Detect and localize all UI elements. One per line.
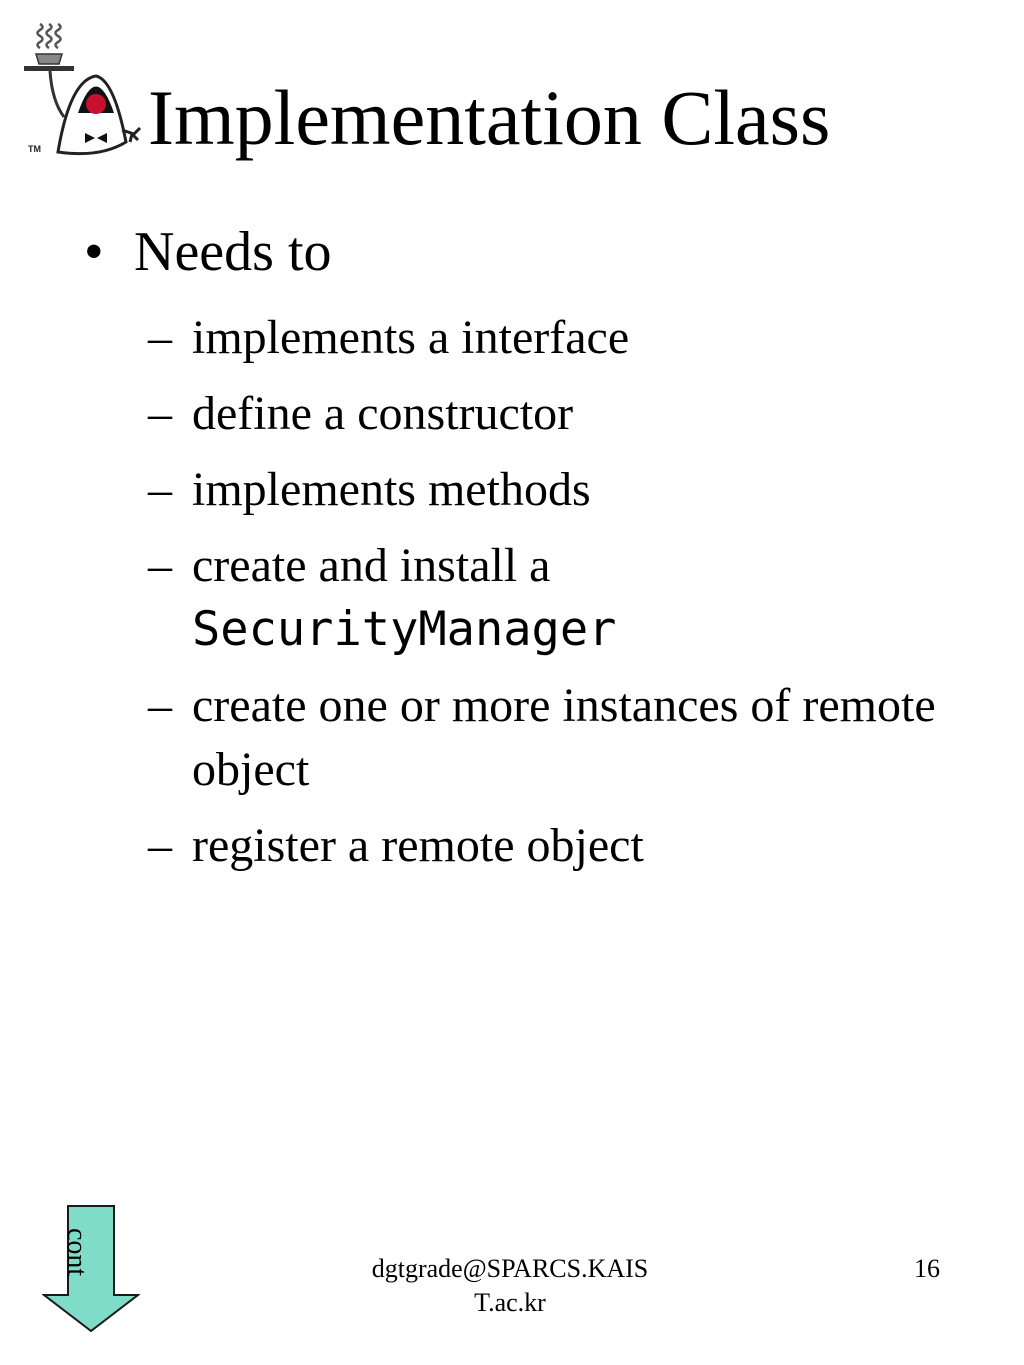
- sub-bullet-marker: –: [148, 679, 172, 732]
- page-number: 16: [914, 1254, 940, 1283]
- sub-bullet-marker: –: [148, 819, 172, 872]
- duke-arm: [50, 71, 64, 117]
- trademark-text: TM: [28, 144, 41, 154]
- sub-bullet-text: define a constructor: [192, 387, 574, 440]
- main-bullet: [84, 220, 984, 284]
- sub-bullet-marker: –: [148, 387, 172, 440]
- sub-bullet-marker: –: [148, 311, 172, 364]
- sub-bullet-text: implements a interface: [192, 311, 630, 364]
- coffee-cup: [36, 54, 62, 64]
- footer-email-line2: T.ac.kr: [474, 1288, 546, 1317]
- duke-body: [58, 76, 126, 154]
- footer-email: [360, 1252, 660, 1320]
- sub-bullet-marker: –: [148, 539, 172, 592]
- sub-bullet-marker: –: [148, 463, 172, 516]
- sub-bullet-item: [84, 458, 952, 522]
- serving-tray: [24, 66, 74, 71]
- sub-bullet-item: [84, 534, 952, 662]
- coffee-steam: [38, 24, 61, 48]
- sub-bullet-text: create one or more instances of remote object: [192, 679, 936, 796]
- footer-email-line1: dgtgrade@SPARCS.KAIS: [371, 1254, 649, 1283]
- sub-bullet-text: implements methods: [192, 463, 591, 516]
- continue-label[interactable]: cont: [61, 1228, 92, 1277]
- sub-bullet-text: create and install a: [192, 539, 551, 592]
- bullet-marker: •: [84, 221, 104, 283]
- code-term: SecurityManager: [192, 602, 617, 657]
- slide-body: [84, 220, 984, 890]
- duke-nose: [86, 94, 106, 114]
- sub-bullet-list: [84, 306, 984, 878]
- sub-bullet-text: register a remote object: [192, 819, 644, 872]
- sub-bullet-item: [84, 382, 952, 446]
- slide-title: Implementation Class: [148, 74, 831, 161]
- bullet-text: Needs to: [134, 221, 332, 283]
- sub-bullet-item: [84, 306, 952, 370]
- java-duke-logo-icon: [22, 20, 150, 165]
- sub-bullet-item: [84, 674, 952, 802]
- sub-bullet-item: [84, 814, 952, 878]
